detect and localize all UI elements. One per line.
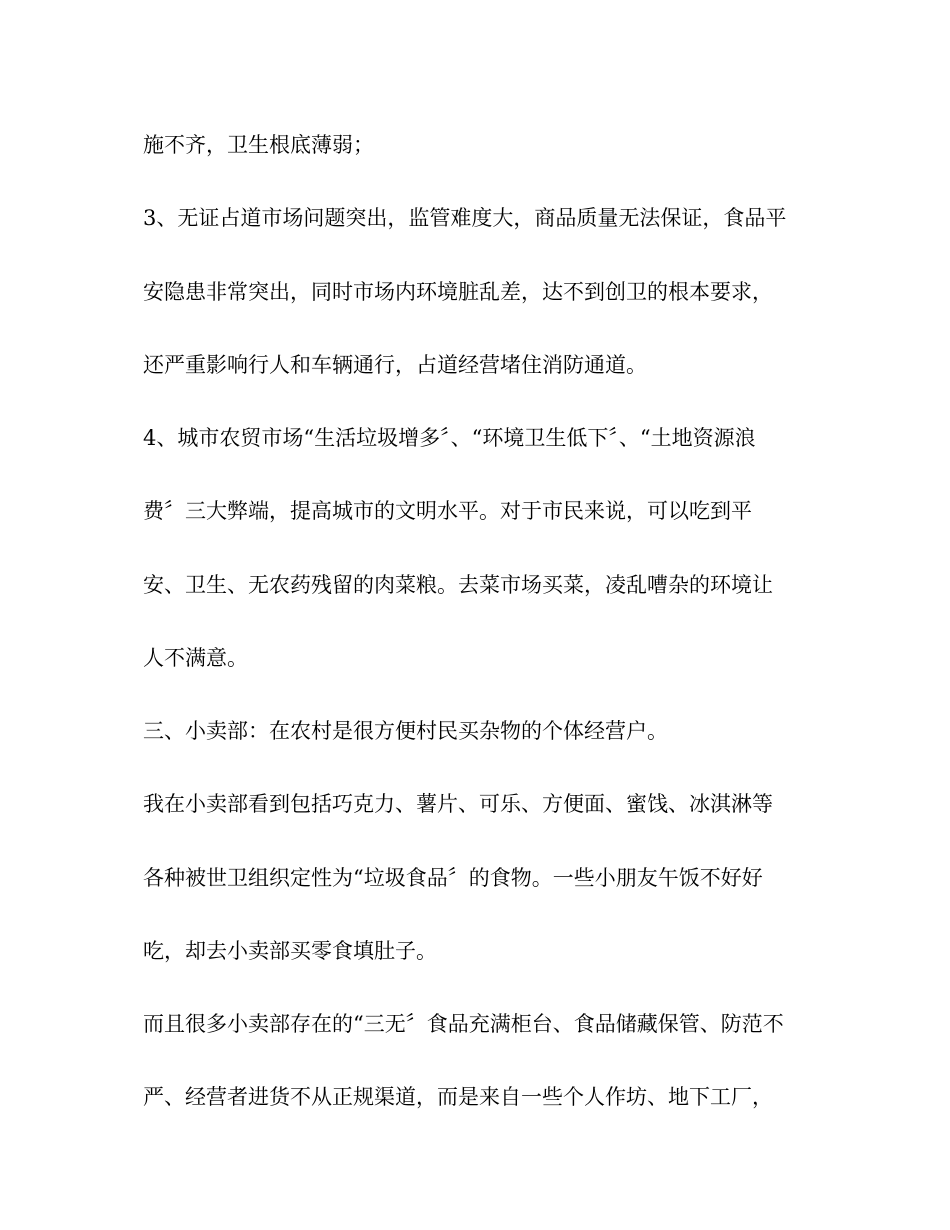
- text-line: 三、小卖部：在农村是很方便村民买杂物的个体经营户。: [143, 719, 668, 743]
- text-line: 安、卫生、无农药残留的肉菜粮。去菜市场买菜，凌乱嘈杂的环境让: [143, 573, 773, 597]
- text-line: 4、城市农贸市场“生活垃圾增多〞、“环境卫生低下〞、“土地资源浪: [143, 426, 756, 450]
- text-line: 还严重影响行人和车辆通行，占道经营堵住消防通道。: [143, 353, 647, 377]
- text-line: 我在小卖部看到包括巧克力、薯片、可乐、方便面、蜜饯、冰淇淋等: [143, 792, 773, 816]
- text-line: 吃，却去小卖部买零食填肚子。: [143, 939, 437, 963]
- text-line: 费〞三大弊端，提高城市的文明水平。对于市民来说，可以吃到平: [143, 499, 752, 523]
- text-line: 各种被世卫组织定性为“垃圾食品〞的食物。一些小朋友午饭不好好: [143, 866, 763, 890]
- text-line: 安隐患非常突出，同时市场内环境脏乱差，达不到创卫的根本要求，: [143, 280, 773, 304]
- text-line: 严、经营者进货不从正规渠道，而是来自一些个人作坊、地下工厂，: [143, 1085, 773, 1109]
- text-line: 施不齐，卫生根底薄弱；: [143, 133, 374, 157]
- text-line: 人不满意。: [143, 646, 248, 670]
- text-line: 而且很多小卖部存在的“三无〞食品充满柜台、食品储藏保管、防范不: [143, 1012, 784, 1036]
- text-line: 3、无证占道市场问题突出，监管难度大，商品质量无法保证，食品平: [143, 206, 787, 230]
